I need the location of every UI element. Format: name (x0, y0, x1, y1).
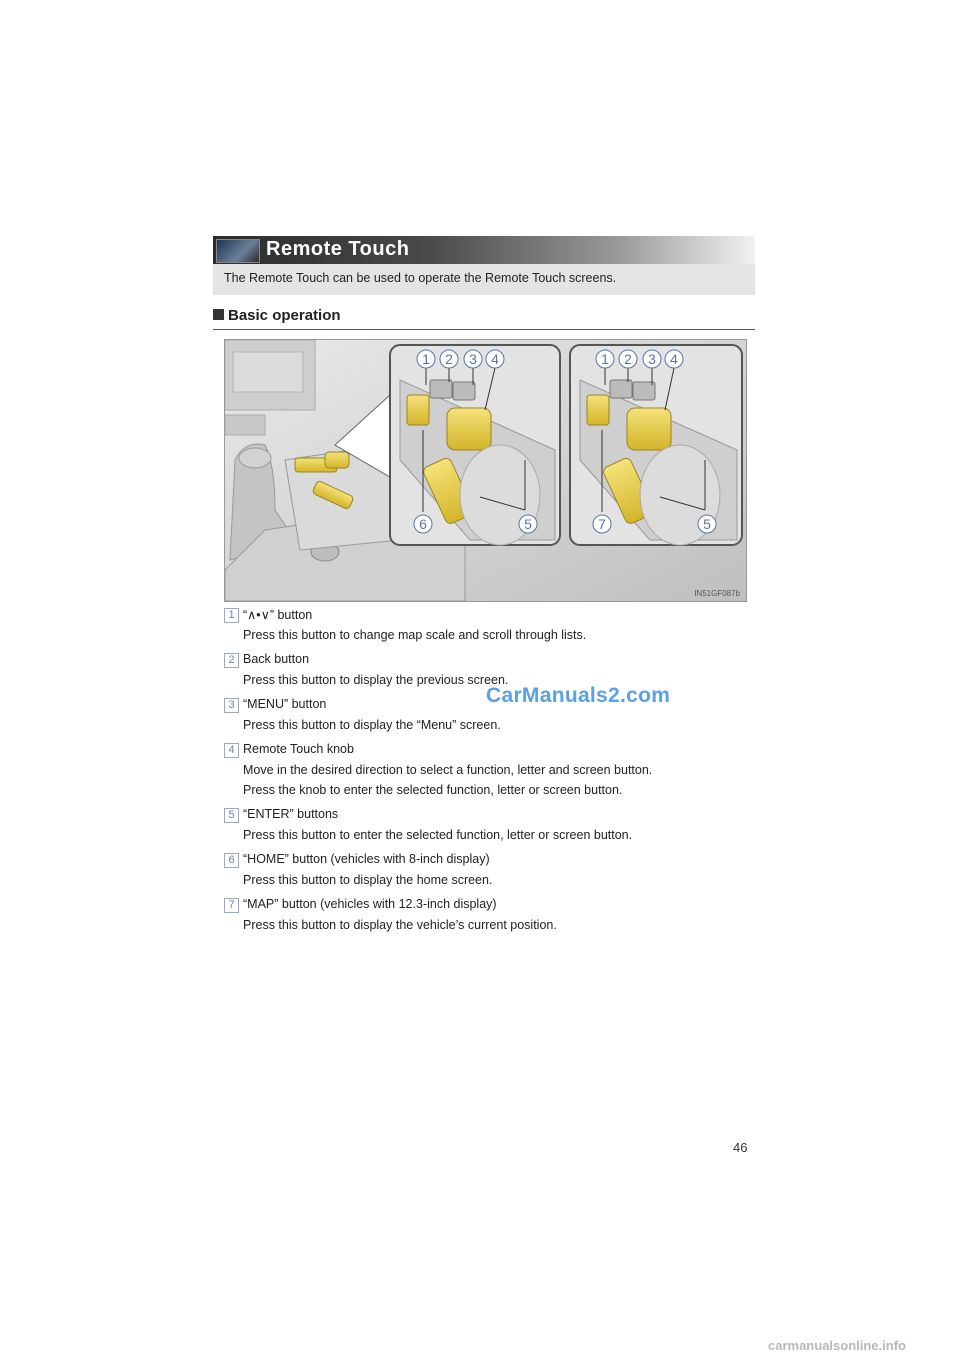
item-number-7: 7 (224, 898, 239, 913)
intro-text: The Remote Touch can be used to operate the Remote Touch screens. (224, 271, 617, 285)
item-title-2: Back button (243, 652, 310, 666)
callout-3-left (464, 350, 482, 368)
item-number-1: 1 (224, 608, 239, 623)
page-number: 46 (733, 1140, 748, 1155)
item-title-4: Remote Touch knob (243, 742, 354, 756)
item-desc-4a: Move in the desired direction to select a function, letter and screen button. (243, 763, 653, 777)
callout-7-right (593, 515, 611, 533)
item-desc-1: Press this button to change map scale and scroll through lists. (243, 628, 587, 642)
item-number-3: 3 (224, 698, 239, 713)
item-desc-5: Press this button to enter the selected function, letter or screen button. (243, 828, 633, 842)
callout-5-left (519, 515, 537, 533)
console-illustration-svg (225, 340, 746, 601)
callout-3-right (643, 350, 661, 368)
callout-4-right (665, 350, 683, 368)
watermark-link[interactable]: CarManuals2.com (486, 684, 671, 707)
callout-5-right (698, 515, 716, 533)
callout-2-left (440, 350, 458, 368)
callout-1-right (596, 350, 614, 368)
item-desc-4b: Press the knob to enter the selected function, letter or screen button. (243, 783, 623, 797)
item-desc-3: Press this button to display the “Menu” screen. (243, 718, 501, 732)
square-bullet-icon (213, 309, 224, 320)
item-title-7: “MAP” button (vehicles with 12.3-inch display) (243, 897, 497, 911)
callout-2-right (619, 350, 637, 368)
svg-text:3: 3 (469, 351, 477, 367)
callout-1-left (417, 350, 435, 368)
item-desc-2: Press this button to display the previous screen. (243, 673, 509, 687)
svg-text:1: 1 (422, 351, 430, 367)
item-number-6: 6 (224, 853, 239, 868)
item-number-5: 5 (224, 808, 239, 823)
svg-text:4: 4 (670, 351, 678, 367)
item-desc-7: Press this button to display the vehicle’s current position. (243, 918, 557, 932)
svg-text:6: 6 (419, 516, 427, 532)
svg-text:4: 4 (491, 351, 499, 367)
title-thumbnail-icon (216, 239, 260, 263)
item-number-2: 2 (224, 653, 239, 668)
remote-touch-illustration (224, 339, 747, 602)
item-desc-6: Press this button to display the home screen. (243, 873, 493, 887)
item-title-1: “∧•∨” button (243, 608, 313, 622)
callout-6-left (414, 515, 432, 533)
svg-text:5: 5 (524, 516, 532, 532)
callout-4-left (486, 350, 504, 368)
svg-text:1: 1 (601, 351, 609, 367)
section-heading (213, 307, 341, 324)
svg-text:2: 2 (445, 351, 453, 367)
item-title-6: “HOME” button (vehicles with 8-inch display) (243, 852, 490, 866)
section-divider (213, 329, 755, 330)
footer-watermark[interactable]: carmanualsonline.info (768, 1338, 906, 1353)
svg-text:7: 7 (598, 516, 606, 532)
section-heading-text: Basic operation (228, 307, 341, 324)
svg-text:5: 5 (703, 516, 711, 532)
item-title-5: “ENTER” buttons (243, 807, 339, 821)
item-number-4: 4 (224, 743, 239, 758)
svg-text:3: 3 (648, 351, 656, 367)
page-title: Remote Touch (266, 238, 410, 260)
item-title-3: “MENU” button (243, 697, 327, 711)
figure-code: IN51GF087b (694, 589, 740, 598)
svg-text:2: 2 (624, 351, 632, 367)
